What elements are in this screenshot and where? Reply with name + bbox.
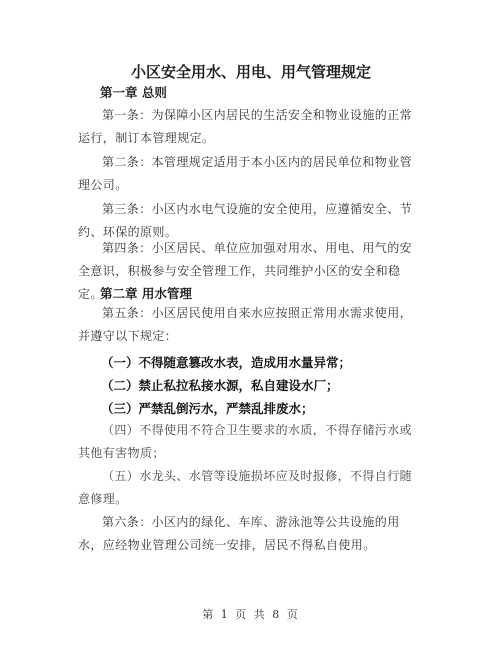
rule-item-4: （四）不得使用不符合卫生要求的水质，不得存储污水或其他有害物质； bbox=[78, 423, 413, 460]
article-1: 第一条：为保障小区内居民的生活安全和物业设施的正常运行，制订本管理规定。 bbox=[78, 108, 413, 145]
article-2: 第二条：本管理规定适用于本小区内的居民单位和物业管理公司。 bbox=[78, 155, 413, 192]
article-3: 第三条：小区内水电气设施的安全使用，应遵循安全、节约、环保的原则。 bbox=[78, 202, 413, 239]
document-title: 小区安全用水、用电、用气管理规定 bbox=[130, 63, 371, 81]
chapter-2-heading: 第二章 用水管理 bbox=[100, 286, 192, 301]
rule-item-3: （三）严禁乱倒污水，严禁乱排废水； bbox=[101, 401, 314, 416]
article-4: 第四条：小区居民、单位应加强对用水、用电、用气的安全意识，积极参与安全管理工作，共同维护小区的安全和稳定。 bbox=[78, 241, 413, 301]
article-6: 第六条：小区内的绿化、车库、游泳池等公共设施的用水，应经物业管理公司统一安排，居民不得私自使用。 bbox=[78, 515, 400, 552]
rule-item-1: （一）不得随意篡改水表，造成用水量异常； bbox=[101, 355, 352, 370]
rule-item-2: （二）禁止私拉私接水源，私自建设水厂； bbox=[101, 378, 339, 393]
article-5: 第五条：小区居民使用自来水应按照正常用水需求使用，并遵守以下规定： bbox=[78, 306, 413, 343]
chapter-1-heading: 第一章 总则 bbox=[100, 85, 167, 100]
rule-item-5: （五）水龙头、水管等设施损坏应及时报修，不得自行随意修理。 bbox=[78, 469, 413, 506]
page-footer: 第 1 页 共 8 页 bbox=[202, 608, 300, 621]
